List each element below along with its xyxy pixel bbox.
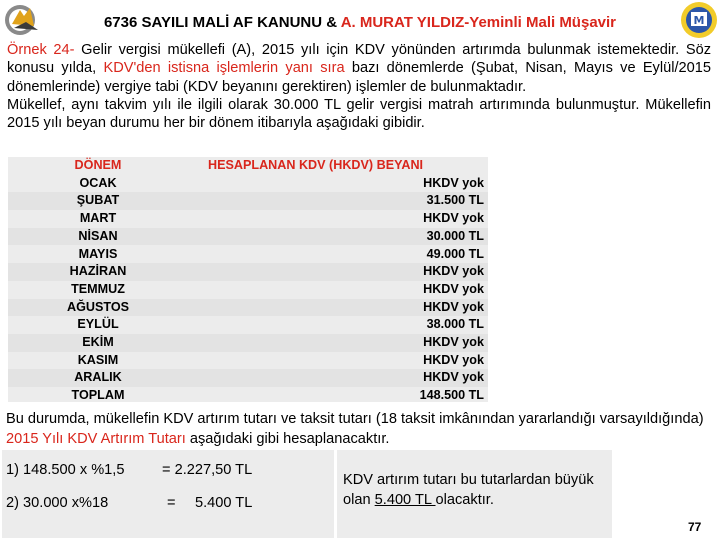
- summary-text: [6, 409, 714, 449]
- table-row: [8, 334, 488, 352]
- row-period: OCAK: [79, 175, 117, 190]
- row-value: 30.000 TL: [426, 228, 484, 243]
- row-period: MAYIS: [78, 246, 118, 261]
- table-row: [8, 228, 488, 246]
- row-period: KASIM: [77, 352, 119, 367]
- calc-line-2-left: 2) 30.000 x%18: [6, 495, 109, 511]
- table-row: [8, 352, 488, 370]
- declaration-table: [8, 157, 488, 402]
- row-value: 31.500 TL: [426, 193, 484, 208]
- table-row: [8, 263, 488, 281]
- table-row: [8, 175, 488, 193]
- table-row: [8, 281, 488, 299]
- table-row: [8, 246, 488, 264]
- row-value: HKDV yok: [423, 281, 484, 296]
- row-value: HKDV yok: [423, 299, 484, 314]
- intro-text: [7, 41, 711, 132]
- row-value: 38.000 TL: [426, 317, 484, 332]
- conclusion-note: [337, 450, 612, 538]
- row-period: MART: [79, 211, 117, 226]
- row-period: NİSAN: [78, 228, 118, 243]
- col-period-header: DÖNEM: [74, 158, 122, 172]
- table-row: [8, 369, 488, 387]
- calc-line-1-right: = 2.227,50 TL: [162, 462, 253, 478]
- row-period: ŞUBAT: [76, 193, 120, 208]
- title-prefix: 6736 SAYILI MALİ AF KANUNU &: [103, 14, 341, 31]
- example-label: Örnek 24-: [7, 42, 75, 58]
- row-value: 49.000 TL: [426, 246, 484, 261]
- intro-highlight: KDV'den istisna işlemlerin yanı sıra: [103, 60, 345, 77]
- table-header: [8, 157, 488, 175]
- row-period: EKİM: [82, 335, 114, 349]
- note-amount: 5.400 TL: [374, 492, 436, 508]
- table-row: [8, 192, 488, 210]
- note-a: KDV artırım tutarı bu tutarlardan büyük olan: [343, 472, 594, 508]
- row-period: HAZİRAN: [69, 264, 127, 279]
- summary-highlight: 2015 Yılı KDV Artırım Tutarı: [6, 431, 186, 447]
- summary-a: Bu durumda, mükellefin KDV artırım tutarı ve taksit tutarı (18 taksit imkânından yararlandığı varsayıldığında): [6, 411, 704, 427]
- row-value: HKDV yok: [423, 335, 484, 349]
- page-number: 77: [688, 520, 702, 534]
- row-value: HKDV yok: [423, 264, 484, 279]
- note-b: olacaktır.: [435, 492, 494, 508]
- row-period: TOPLAM: [71, 388, 125, 403]
- calculation-box: [2, 450, 334, 538]
- right-logo-letter: M: [693, 14, 705, 27]
- intro-paragraph-1: [7, 41, 711, 96]
- table-row: [8, 210, 488, 228]
- page-title: [0, 14, 720, 31]
- table-row: [8, 316, 488, 334]
- intro-paragraph-2: Mükellef, aynı takvim yılı ile ilgili olarak 30.000 TL gelir vergisi matrah artırımında bulunmuştur. Mükellefin 2015 yılı beyan durumu her bir dönem itibarıyla aşağıdaki gibidir.: [7, 96, 711, 132]
- row-period: AĞUSTOS: [66, 299, 130, 314]
- row-value: HKDV yok: [423, 175, 484, 190]
- table-row: [8, 299, 488, 317]
- calc-line-1-left: 1) 148.500 x %1,5: [6, 462, 125, 478]
- row-value: HKDV yok: [423, 352, 484, 367]
- row-value: 148.500 TL: [419, 388, 484, 403]
- summary-b: aşağıdaki gibi hesaplanacaktır.: [185, 431, 390, 447]
- title-author: A. MURAT YILDIZ-Yeminli Mali Müşavir: [340, 14, 617, 31]
- row-period: TEMMUZ: [71, 281, 125, 296]
- table-total-row: [8, 387, 488, 405]
- intro-p1-b: bazı dönemlerde (Şubat, Nisan, Mayıs ve Eylül/2015 dönemlerinde) vergiye tabi (KDV beyanını gerektiren) işlemler de bulunmaktadır.: [7, 60, 711, 95]
- intro-p1-a: Gelir vergisi mükellefi (A), 2015 yılı için KDV yönünden artırımda bulunmak istemektedir. Söz konusu yılda,: [7, 42, 711, 77]
- row-value: HKDV yok: [423, 370, 484, 385]
- row-period: EYLÜL: [77, 317, 119, 332]
- col-value-header: HESAPLANAN KDV (HKDV) BEYANI: [208, 158, 424, 172]
- calc-line-2-value: 5.400 TL: [195, 495, 253, 511]
- row-value: HKDV yok: [423, 211, 484, 226]
- row-period: ARALIK: [74, 370, 122, 385]
- calc-line-2-eq: =: [167, 495, 176, 511]
